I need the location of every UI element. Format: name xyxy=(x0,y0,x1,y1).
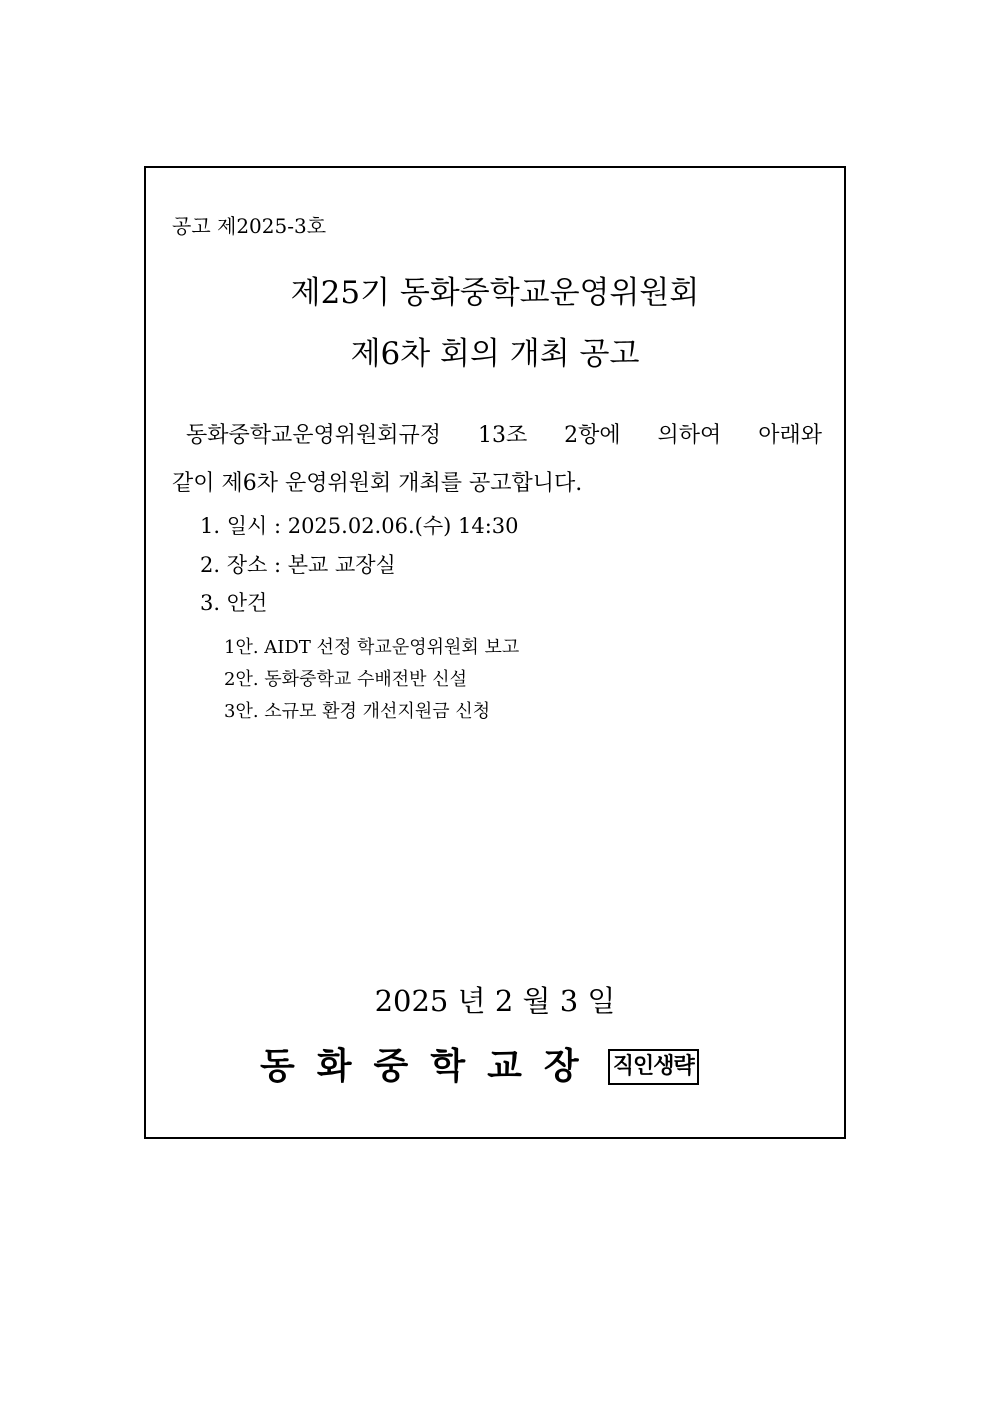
agenda-item: 3안. 소규모 환경 개선지원금 신청 xyxy=(224,701,491,722)
meeting-location-item: 2. 장소 : 본교 교장실 xyxy=(200,553,396,577)
signature-block xyxy=(260,1042,699,1092)
notice-frame xyxy=(144,166,846,1139)
seal-omitted-stamp: 직인생략 xyxy=(608,1049,699,1085)
principal-title: 동화중학교장 xyxy=(260,1046,601,1087)
notice-title-line1: 제25기 동화중학교운영위원회 xyxy=(290,275,700,311)
meeting-datetime-item: 1. 일시 : 2025.02.06.(수) 14:30 xyxy=(200,514,519,538)
intro-text-line1: 동화중학교운영위원회규정 13조 2항에 의하여 아래와 xyxy=(186,423,822,448)
agenda-item: 2안. 동화중학교 수배전반 신설 xyxy=(224,669,467,690)
agenda-item: 1안. AIDT 선정 학교운영위원회 보고 xyxy=(224,637,520,658)
intro-text-line2: 같이 제6차 운영위원회 개최를 공고합니다. xyxy=(172,471,583,496)
meeting-agenda-heading: 3. 안건 xyxy=(200,591,268,615)
notice-title-line2: 제6차 회의 개최 공고 xyxy=(350,336,640,372)
notice-number: 공고 제2025-3호 xyxy=(172,214,327,238)
notice-date: 2025 년 2 월 3 일 xyxy=(374,984,616,1018)
